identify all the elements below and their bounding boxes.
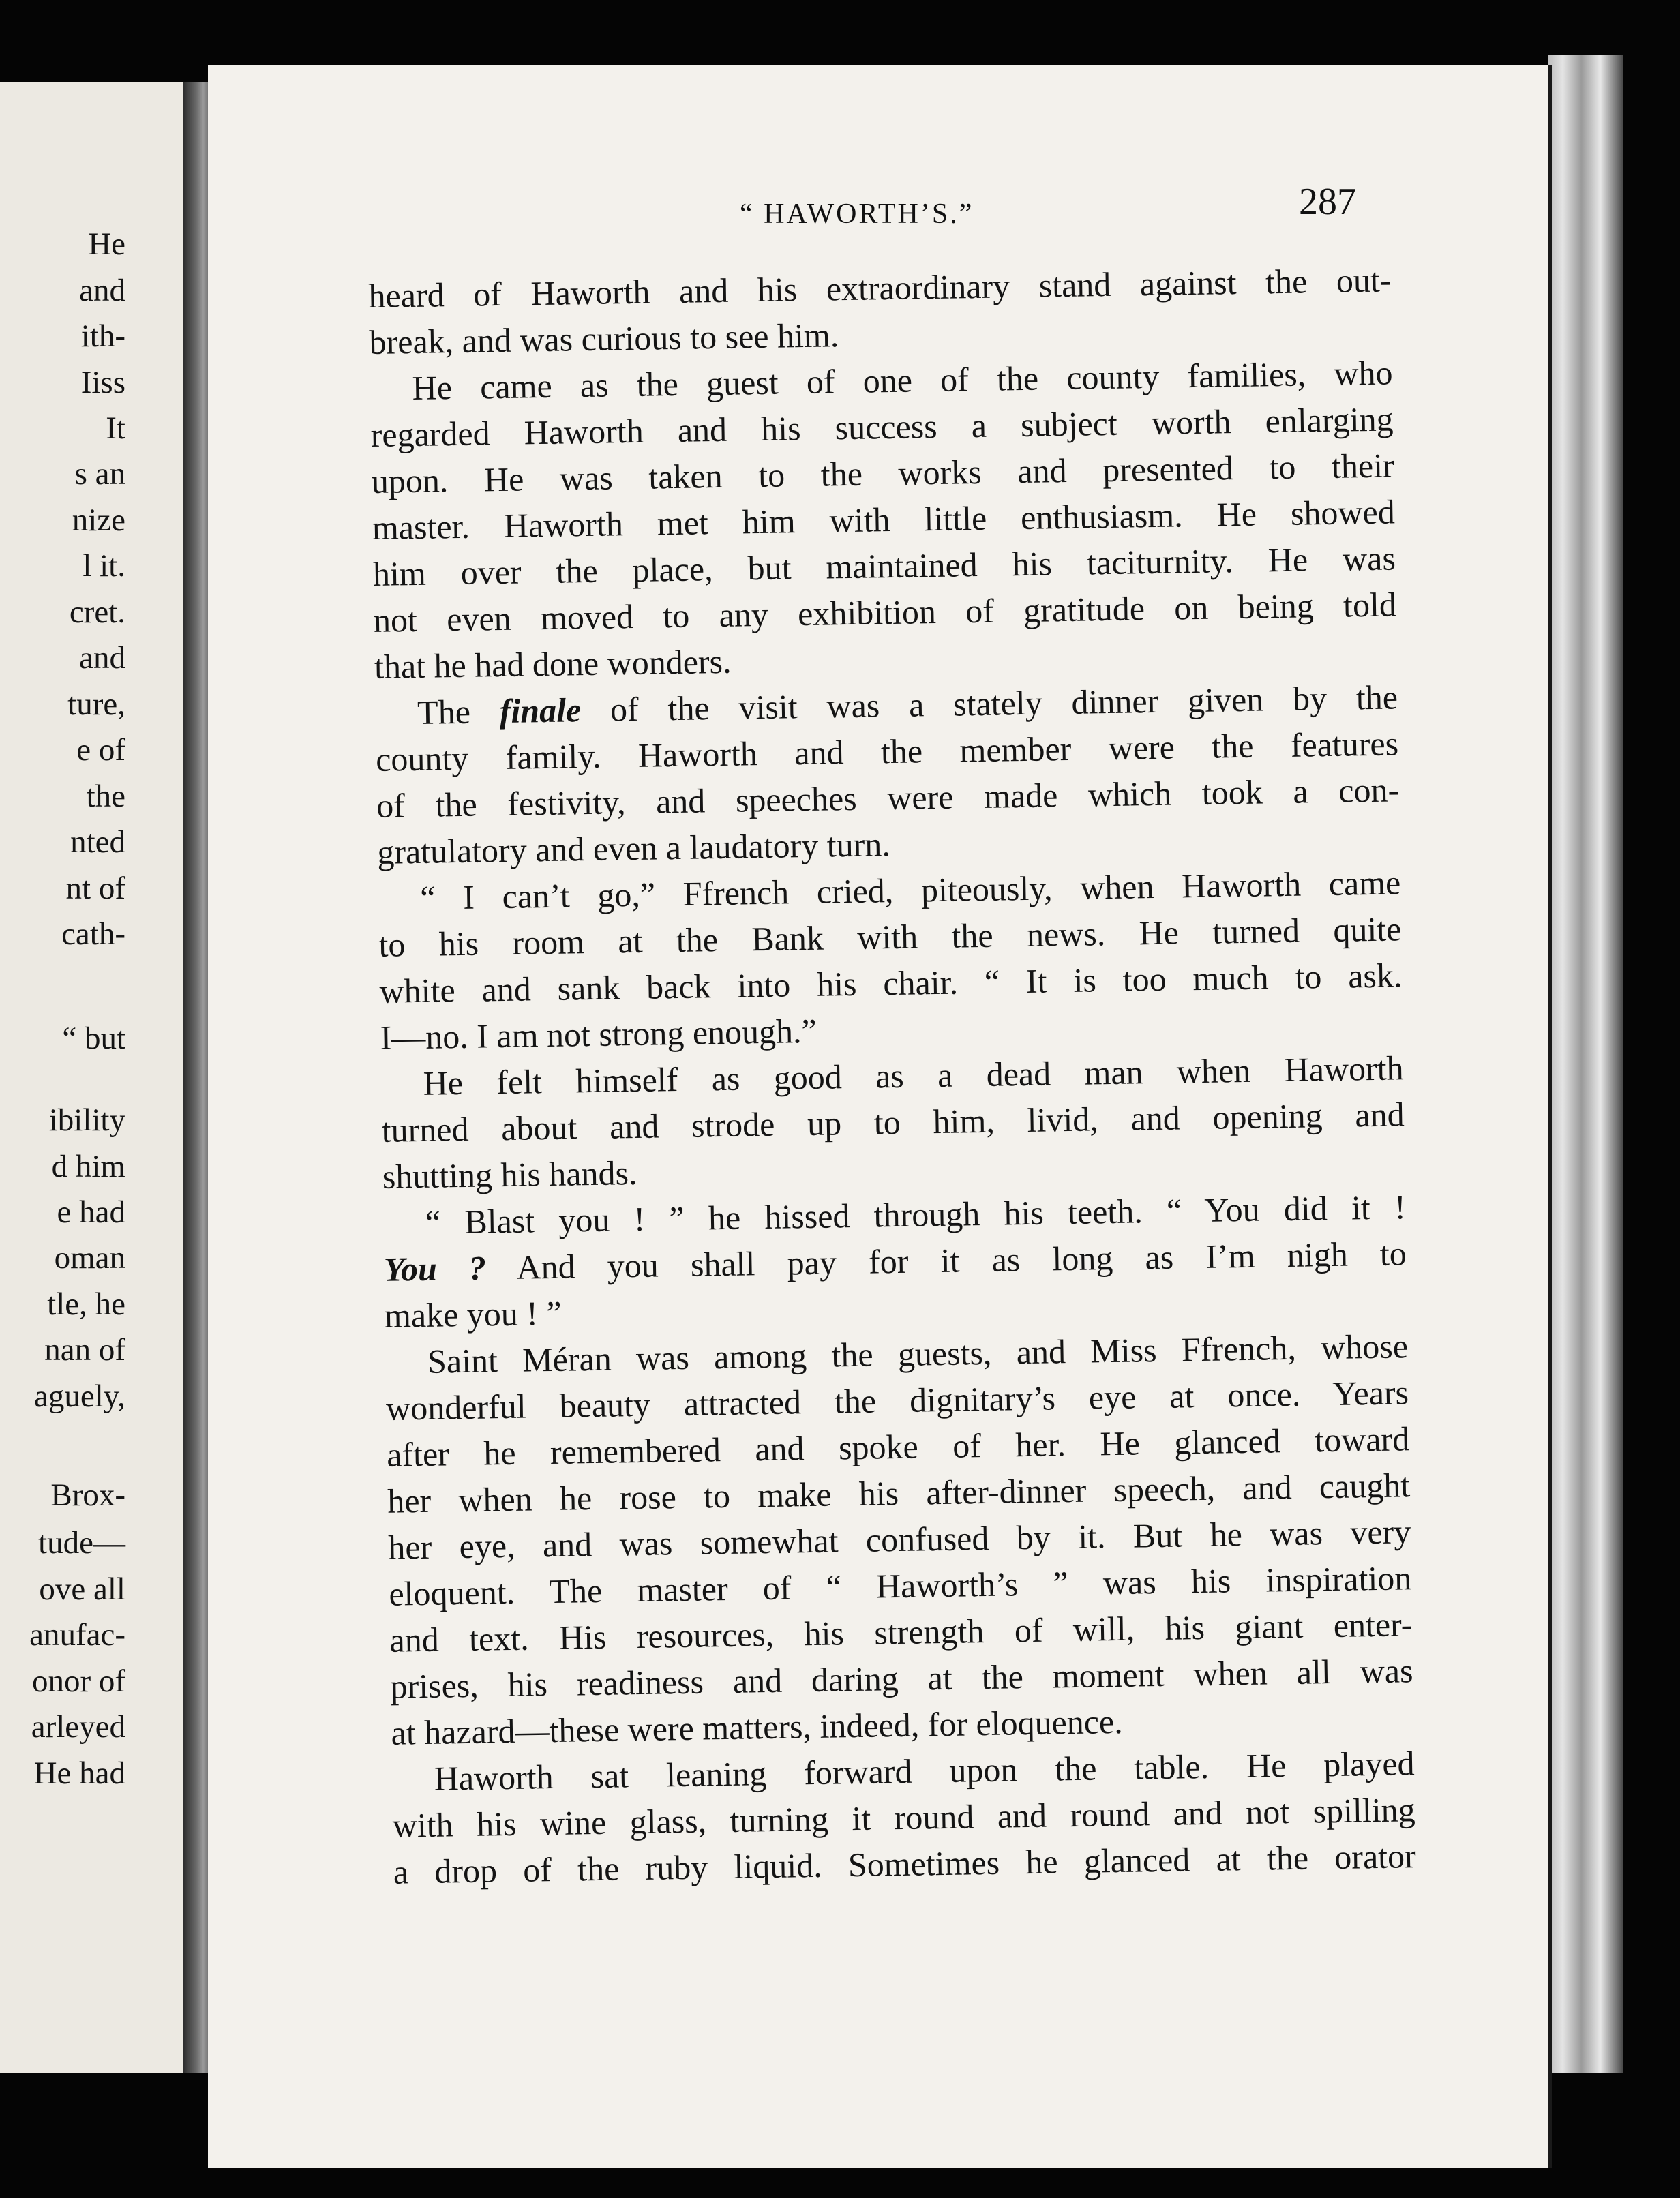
text-line: make you ! ” (384, 1293, 562, 1335)
text-line: not even moved to any exhibition of gratitude on being told (373, 585, 1397, 639)
left-page-line-fragment: aguely, (34, 1379, 125, 1414)
text-line: that he had done wonders. (374, 642, 732, 686)
left-page-line-fragment: Brox- (50, 1477, 125, 1513)
text-line: after he remembered and spoke of her. He glanced toward (386, 1419, 1410, 1474)
text-line: county family. Haworth and the member were the features (375, 724, 1399, 779)
left-page-line-fragment: Iiss (80, 365, 125, 400)
text-line: “ I can’t go,” Ffrench cried, piteously, when Haworth came (419, 863, 1401, 917)
text-line: He came as the guest of one of the county families, who (412, 353, 1393, 408)
text-line: a drop of the ruby liquid. Sometimes he glanced at the orator (393, 1837, 1417, 1891)
left-page-line-fragment: s an (74, 456, 125, 492)
text-line: with his wine glass, turning it round and round and not spilling (392, 1790, 1416, 1845)
left-page-line-fragment: nan of (44, 1332, 125, 1368)
text-line: master. Haworth met him with little enthusiasm. He showed (372, 492, 1396, 547)
text-line-prefix: The (417, 692, 500, 732)
left-page-line-fragment: arleyed (31, 1709, 125, 1745)
left-page-line-fragment: onor of (31, 1663, 125, 1699)
left-page-line-fragment: e of (76, 732, 125, 768)
left-page-line-fragment: ith- (80, 318, 125, 354)
left-page-line-fragment: nize (72, 502, 125, 538)
text-line: at hazard—these were matters, indeed, for eloquence. (391, 1702, 1124, 1752)
text-line: her when he rose to make his after-dinner speech, and caught (387, 1466, 1411, 1520)
left-page-line-fragment: He (88, 226, 125, 262)
text-line: shutting his hands. (382, 1153, 638, 1196)
left-page-line-fragment: He had (33, 1756, 125, 1791)
text-line: white and sank back into his chair. “ It is too much to ask. (379, 956, 1402, 1010)
italic-word: finale (499, 691, 582, 731)
left-page-line-fragment: anufac- (29, 1617, 125, 1653)
left-page-line-fragment: cret. (69, 594, 125, 630)
left-page-line-fragment: nt of (65, 871, 125, 906)
text-line: him over the place, but maintained his taciturnity. He was (372, 539, 1396, 593)
text-line-rest: of the visit was a stately dinner given by the (580, 678, 1398, 729)
running-head: “ HAWORTH’S.” (740, 198, 974, 230)
text-line: upon. He was taken to the works and presented to their (371, 446, 1395, 500)
page-edge (1548, 55, 1623, 2073)
left-page-line-fragment: It (106, 410, 125, 446)
left-page-line-fragment: tude— (38, 1525, 125, 1561)
text-line: regarded Haworth and his success a subject worth enlarging (370, 400, 1394, 454)
left-page-line-fragment: ibility (48, 1102, 125, 1138)
left-page-line-fragment: cath- (61, 916, 125, 952)
left-page-line-fragment: ture, (68, 687, 125, 722)
text-line: to his room at the Bank with the news. He turned quite (378, 909, 1402, 964)
text-line: gratulatory and even a laudatory turn. (376, 825, 891, 871)
text-line: “ Blast you ! ” he hissed through his teeth. “ You did it ! (425, 1188, 1407, 1241)
left-page-line-fragment: and (79, 273, 125, 308)
text-line: wonderful beauty attracted the dignitary’s eye at once. Years (385, 1373, 1409, 1428)
left-page-line-fragment: and (79, 640, 125, 676)
page-number: 287 (1299, 181, 1356, 223)
text-line: turned about and strode up to him, livid, and opening and (381, 1095, 1405, 1149)
body-text (368, 256, 1416, 1895)
text-line: of the festivity, and speeches were made which took a con- (376, 770, 1400, 825)
left-page-line-fragment: ove all (39, 1571, 125, 1607)
left-page-line-fragment: l it. (82, 548, 125, 584)
text-line: heard of Haworth and his extraordinary stand against the out- (368, 260, 1392, 315)
left-page-line-fragment: tle, he (47, 1286, 125, 1322)
text-line: break, and was curious to see him. (369, 316, 839, 361)
left-page-line-fragment: “ but (62, 1021, 125, 1056)
text-line: eloquent. The master of “ Haworth’s ” was his inspiration (389, 1559, 1412, 1613)
text-line: and text. His resources, his strength of will, his giant enter- (389, 1605, 1413, 1659)
italic-word: You ? (383, 1248, 487, 1289)
text-line: her eye, and was somewhat confused by it. But he was very (387, 1512, 1411, 1567)
text-line: I—no. I am not strong enough.” (380, 1011, 817, 1057)
text-line: Haworth sat leaning forward upon the table. He played (434, 1744, 1415, 1798)
left-page-line-fragment: the (86, 779, 125, 814)
text-line: Saint Méran was among the guests, and Miss Ffrench, whose (427, 1327, 1409, 1381)
left-page-line-fragment: d him (51, 1149, 125, 1184)
text-line: He felt himself as good as a dead man when Haworth (423, 1049, 1404, 1102)
text-line: prises, his readiness and daring at the moment when all was (390, 1651, 1413, 1706)
left-page-line-fragment: nted (70, 824, 125, 860)
left-page-line-fragment: oman (54, 1240, 125, 1276)
text-line-rest: And you shall pay for it as long as I’m nigh to (485, 1234, 1407, 1287)
left-page-line-fragment: e had (57, 1194, 125, 1230)
